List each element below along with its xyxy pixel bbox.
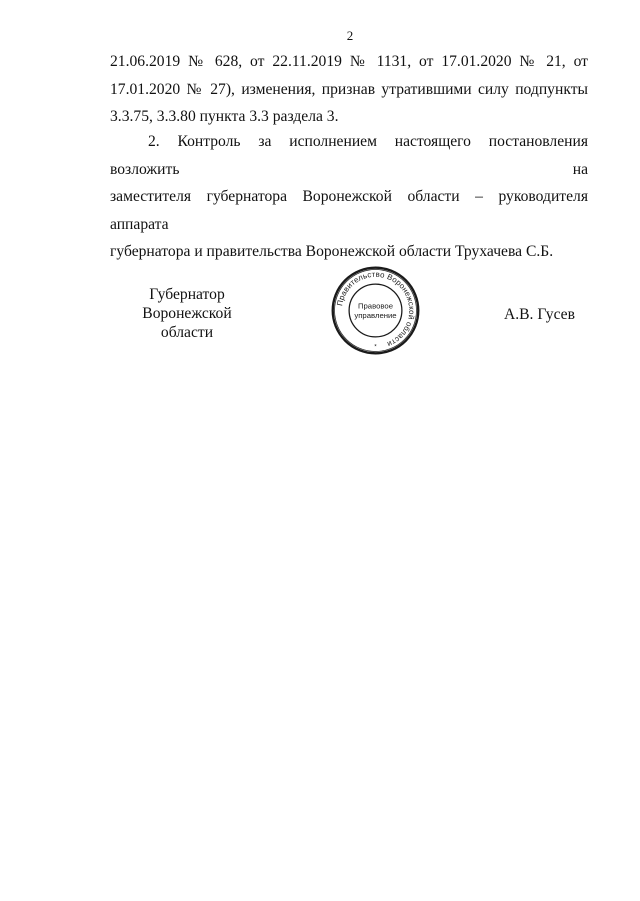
text-line: 21.06.2019 № 628, от 22.11.2019 № 1131, от 17.01.2020 № 21, от — [110, 53, 588, 70]
page-number: 2 — [346, 28, 354, 43]
stamp-ring-text: Правительство Воронежской области — [335, 269, 417, 349]
stamp-star-icon: * — [374, 343, 377, 351]
stamp-center-text: управление — [354, 310, 397, 320]
signatory-title — [118, 285, 256, 342]
signatory-title-line: Воронежской области — [142, 305, 232, 341]
official-stamp — [330, 265, 421, 356]
paragraph-control — [110, 128, 588, 266]
text-line: 2. Контроль за исполнением настоящего постановления возложить на — [110, 133, 588, 178]
text-line: заместителя губернатора Воронежской области – руководителя аппарата — [110, 188, 588, 233]
signatory-title-line: Губернатор — [149, 286, 225, 303]
text-line: 17.01.2020 № 27), изменения, признав утратившими силу подпункты — [110, 80, 588, 98]
text-line: 3.3.75, 3.3.80 пункта 3.3 раздела 3. — [110, 108, 339, 125]
stamp-center-text: Правовое — [357, 301, 394, 311]
paragraph-amendments — [110, 48, 588, 131]
text-line: губернатора и правительства Воронежской области Трухачева С.Б. — [110, 243, 554, 260]
signatory-name: А.В. Гусев — [504, 306, 575, 323]
